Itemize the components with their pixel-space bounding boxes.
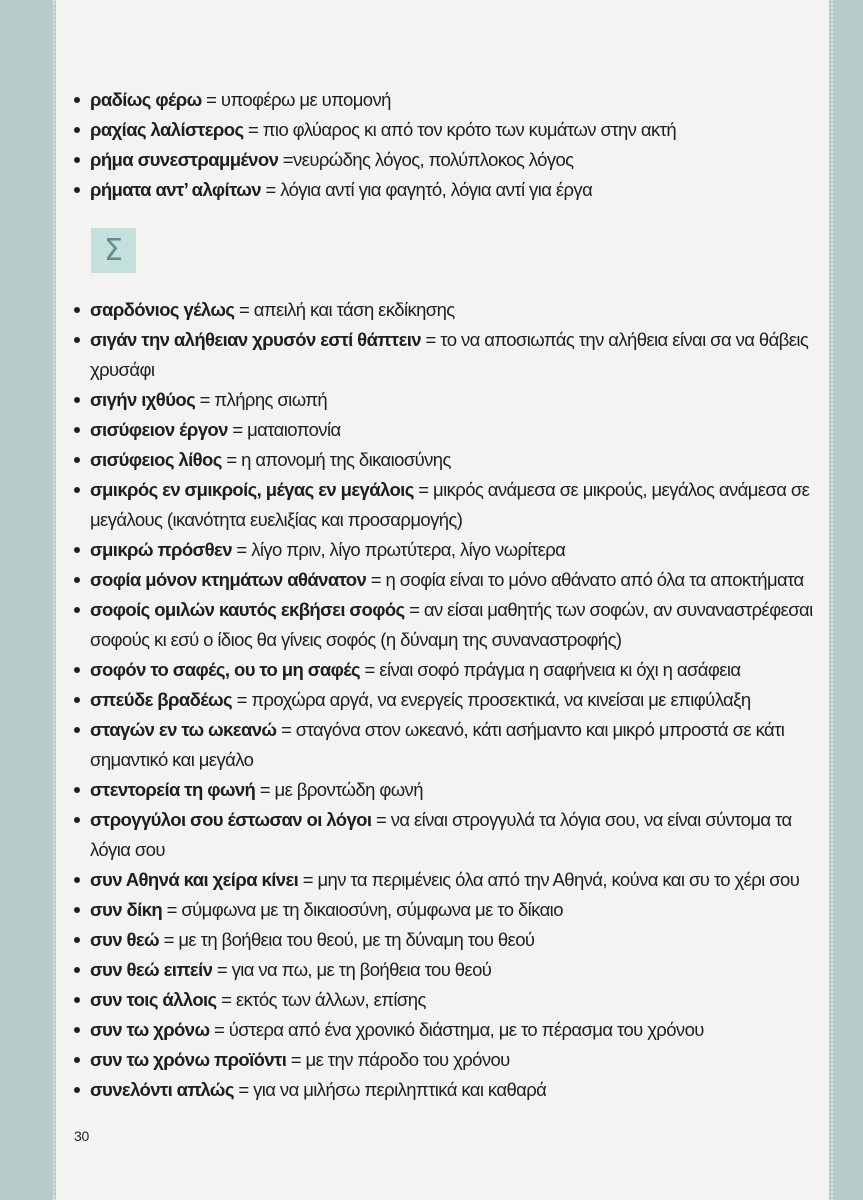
entry-term: σμικρώ πρόσθεν [90,539,232,560]
entry-definition: σύμφωνα με τη δικαιοσύνη, σύμφωνα με το δίκαιο [181,899,563,920]
entry-separator: = [201,89,221,110]
entry-term: σμικρός εν σμικροίς, μέγας εν μεγάλοις [90,479,414,500]
entry-term: ρήμα συνεστραμμένον [90,149,279,170]
entry-separator: = [420,329,441,350]
list-item [74,415,834,445]
entry-list-sigma [74,295,834,1105]
list-item [74,1015,834,1045]
entry-definition: η απονομή της δικαιοσύνης [241,449,451,470]
entry-separator: = [404,599,424,620]
entry-term: στρογγύλοι σου έστωσαν οι λόγοι [90,809,372,830]
entry-term: σιγήν ιχθύος [90,389,196,410]
entry-term: στεντορεία τη φωνή [90,779,256,800]
entry-term: συνελόντι απλώς [90,1079,234,1100]
entry-separator: = [232,689,252,710]
list-item [74,1045,834,1075]
list-item [74,115,834,145]
list-item [74,775,834,805]
entry-term: συν τω χρόνω [90,1019,210,1040]
right-binding-strip [829,0,863,1200]
list-item [74,805,834,865]
entry-definition: απειλή και τάση εκδίκησης [253,299,455,320]
entry-separator: = [212,959,232,980]
list-item [74,85,834,115]
entry-list-rho [74,85,834,205]
entry-definition: η σοφία είναι το μόνο αθάνατο από όλα τα αποκτήματα [385,569,804,590]
list-item [74,175,834,205]
entry-term: σοφοίς ομιλών καυτός εκβήσει σοφός [90,599,405,620]
entry-term: ραδίως φέρω [90,89,202,110]
list-item [74,445,834,475]
list-item [74,685,834,715]
entry-term: ρήματα αντ’ αλφίτων [90,179,261,200]
entry-separator: = [159,929,179,950]
entry-term: συν τοις άλλοις [90,989,217,1010]
entry-definition: με βροντώδη φωνή [274,779,423,800]
entry-separator: = [276,719,296,740]
entry-definition: για να μιλήσω περιληπτικά και καθαρά [253,1079,547,1100]
entry-term: συν θεώ [90,929,160,950]
section-letter-badge [91,228,136,273]
book-page [56,0,829,1200]
left-stitch-line [53,0,55,1200]
entry-term: συν τω χρόνω προϊόντι [90,1049,287,1070]
entry-definition: εκτός των άλλων, επίσης [235,989,426,1010]
entry-definition: το να αποσιωπάς την αλήθεια είναι σα να θάβεις χρυσάφι [90,329,809,380]
entry-separator: = [286,1049,306,1070]
entry-separator: = [234,299,254,320]
list-item [74,385,834,415]
entry-definition: λίγο πριν, λίγο πρωτύτερα, λίγο νωρίτερα [251,539,566,560]
entry-separator: = [298,869,318,890]
entry-term: ραχίας λαλίστερος [90,119,244,140]
entry-term: σταγών εν τω ωκεανώ [90,719,277,740]
entry-separator: = [243,119,263,140]
entry-definition: σταγόνα στον ωκεανό, κάτι ασήμαντο και μικρό μπροστά σε κάτι σημαντικό και μεγάλο [90,719,785,770]
list-item [74,895,834,925]
entry-separator: = [221,449,242,470]
list-item [74,955,834,985]
entry-separator: = [366,569,386,590]
left-binding-strip [0,0,56,1200]
entry-term: συν δίκη [90,899,163,920]
entry-definition: με τη βοήθεια του θεού, με τη δύναμη του θεού [178,929,535,950]
list-item [74,715,834,775]
page-number: 30 [74,1128,89,1144]
entry-definition: ματαιοπονία [247,419,341,440]
list-item [74,325,834,385]
entry-definition: με την πάροδο του χρόνου [305,1049,510,1070]
entry-separator: = [195,389,215,410]
list-item [74,985,834,1015]
entry-separator: = [162,899,182,920]
entry-separator: = [231,539,252,560]
entry-definition: λόγια αντί για φαγητό, λόγια αντί για έργα [280,179,593,200]
entry-separator: = [278,149,294,170]
list-item [74,565,834,595]
entry-term: σισύφειος λίθος [90,449,222,470]
entry-term: σοφία μόνον κτημάτων αθάνατον [90,569,367,590]
list-item [74,295,834,325]
list-item [74,865,834,895]
entry-separator: = [227,419,248,440]
entry-definition: πλήρης σιωπή [214,389,328,410]
entry-definition: μικρός ανάμεσα σε μικρούς, μεγάλος ανάμεσα σε μεγάλους (ικανότητα ευελιξίας και προσαρμογής) [90,479,810,530]
list-item [74,925,834,955]
entry-definition: είναι σοφό πράγμα η σαφήνεια κι όχι η ασάφεια [379,659,741,680]
list-item [74,475,834,535]
entry-separator: = [233,1079,254,1100]
entry-term: συν Αθηνά και χείρα κίνει [90,869,299,890]
section-letter: Σ [104,232,123,268]
entry-separator: = [216,989,236,1010]
entry-definition: ύστερα από ένα χρονικό διάστημα, με το πέρασμα του χρόνου [228,1019,704,1040]
entry-separator: = [371,809,391,830]
entry-definition: νευρώδης λόγος, πολύπλοκος λόγος [293,149,574,170]
entry-definition: για να πω, με τη βοήθεια του θεού [231,959,492,980]
entry-definition: αν είσαι μαθητής των σοφών, αν συναναστρέφεσαι σοφούς κι εσύ ο ίδιος θα γίνεις σοφός (η δύναμη της συναναστροφής) [90,599,813,650]
entry-definition: προχώρα αργά, να ενεργείς προσεκτικά, να κινείσαι με επιφύλαξη [251,689,751,710]
list-item [74,535,834,565]
list-item [74,655,834,685]
entry-term: σοφόν το σαφές, ου το μη σαφές [90,659,360,680]
entry-definition: πιο φλύαρος κι από τον κρότο των κυμάτων στην ακτή [262,119,677,140]
entry-term: σισύφειον έργον [90,419,228,440]
list-item [74,145,834,175]
entry-separator: = [413,479,434,500]
entry-separator: = [260,179,281,200]
entry-term: σπεύδε βραδέως [90,689,233,710]
list-item [74,1075,834,1105]
entry-separator: = [209,1019,229,1040]
entry-definition: μην τα περιμένεις όλα από την Αθηνά, κούνα και συ το χέρι σου [317,869,800,890]
list-item [74,595,834,655]
entry-separator: = [255,779,275,800]
entry-separator: = [360,659,380,680]
entry-term: σιγάν την αλήθειαν χρυσόν εστί θάπτειν [90,329,421,350]
entry-definition: υποφέρω με υπομονή [220,89,391,110]
entry-definition: να είναι στρογγυλά τα λόγια σου, να είναι σύντομα τα λόγια σου [90,809,792,860]
entry-term: συν θεώ ειπείν [90,959,213,980]
entry-term: σαρδόνιος γέλως [90,299,235,320]
